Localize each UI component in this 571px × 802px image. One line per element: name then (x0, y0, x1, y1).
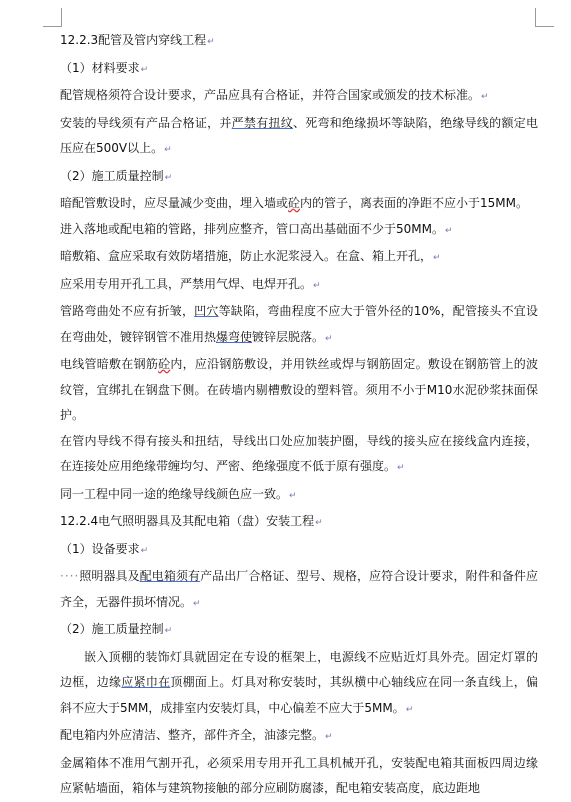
space-marks: ···· (60, 569, 80, 583)
paragraph[interactable] (60, 244, 538, 272)
paragraph-text: 产品出厂合格证、型号、规格，应符合设计要求，附件和备件应齐全，无器件损坏情况。 (60, 569, 538, 609)
subheading-text: （1）材料要求 (60, 60, 140, 75)
paragraph-text: 内，应沿钢筋敷设，并用铁丝或焊与钢筋固定。敷设在钢筋管上的波纹管，宜绑扎在钢盘下侧。在砖墙内剔槽敷设的塑料管。须用不小于M10水泥砂浆抹面保护。 (60, 357, 538, 422)
paragraph[interactable] (60, 751, 538, 802)
paragraph-mark-icon: ↵ (164, 626, 173, 636)
page-corner-mark-top-left (43, 8, 62, 27)
heading-text: 12.2.4电气照明器具及其配电箱（盘）安装工程 (60, 514, 315, 528)
paragraph-text: 暗敷箱、盒应采取有效防堵措施，防止水泥浆浸入。在盒、箱上开孔， (60, 249, 433, 263)
paragraph-mark-icon: ↵ (325, 333, 333, 344)
subheading-construction-quality-control[interactable] (60, 164, 538, 192)
heading-12-2-3[interactable] (60, 28, 538, 56)
paragraph[interactable] (60, 429, 538, 482)
paragraph-mark-icon: ↵ (140, 64, 149, 75)
paragraph-text: 嵌入顶棚的装饰灯具就固定在专设的框架上，电源线不应贴近灯具外壳。固定灯罩的边框，边缘 (60, 649, 538, 689)
document-page (60, 28, 538, 802)
paragraph[interactable] (60, 217, 538, 245)
subheading-text: （1）设备要求 (60, 541, 140, 556)
grammar-flagged-text[interactable]: 凹穴 (194, 304, 219, 318)
subheading-equipment-requirements[interactable] (60, 537, 538, 565)
paragraph-mark-icon: ↵ (289, 490, 297, 501)
subheading-text: （2）施工质量控制 (60, 168, 164, 183)
paragraph[interactable] (60, 723, 538, 751)
paragraph-text: 配电箱内外应清洁、整齐，部件齐全，油漆完整。 (60, 728, 325, 742)
subheading-construction-quality-control[interactable] (60, 617, 538, 645)
paragraph-mark-icon: ↵ (315, 518, 323, 528)
spelling-flagged-text[interactable]: 砼 (288, 196, 301, 210)
grammar-flagged-text[interactable]: 严禁有扭纹 (231, 115, 293, 130)
paragraph-mark-icon: ↵ (313, 280, 321, 291)
paragraph-mark-icon: ↵ (405, 704, 414, 715)
paragraph-text: 电线管暗敷在钢筋 (60, 357, 159, 371)
paragraph-mark-icon: ↵ (433, 253, 441, 263)
paragraph[interactable] (60, 111, 538, 164)
paragraph-mark-icon: ↵ (193, 598, 201, 609)
grammar-flagged-text[interactable]: 配电箱须有 (139, 569, 201, 583)
paragraph-text: 金属箱体不准用气割开孔，必须采用专用开孔工具机械开孔，安装配电箱其面板四周边缘应紧帖墙面，箱体与建筑物接触的部分应刷防腐漆，配电箱安装高度，底边距地 (60, 755, 538, 795)
heading-text: 12.2.3配管及管内穿线工程 (60, 33, 207, 47)
page-corner-mark-top-right (535, 8, 554, 27)
paragraph-text: 应采用专用开孔工具，严禁用气焊、电焊开孔。 (60, 276, 313, 291)
paragraph-mark-icon: ↵ (397, 463, 405, 473)
paragraph[interactable] (60, 352, 538, 429)
paragraph-mark-icon: ↵ (481, 92, 489, 102)
grammar-flagged-text[interactable]: 爆弯使 (216, 329, 253, 344)
paragraph-text: 照明器具及 (79, 569, 140, 583)
paragraph-mark-icon: ↵ (207, 37, 215, 47)
paragraph-text: 顶棚面上。灯具对称安装时，其纵横中心轴线应在同一条直线上，偏斜不应大于5MM，成排室内安装灯具，中心偏差不应大于5MM。 (60, 675, 538, 715)
paragraph-text: 安装的导线须有产品合格证，并 (60, 115, 232, 130)
paragraph[interactable] (60, 482, 538, 510)
paragraph-text: 镀锌层脱落。 (252, 329, 325, 344)
paragraph-text: 内的管子，离表面的净距不应小于15MM。 (300, 196, 529, 210)
paragraph-text: 同一工程中同一途的绝缘导线颜色应一致。 (60, 486, 289, 501)
paragraph[interactable] (60, 191, 538, 217)
paragraph-text: 管路弯曲处不应有折皱， (60, 304, 195, 318)
paragraph[interactable] (60, 83, 538, 111)
paragraph[interactable] (60, 272, 538, 300)
paragraph[interactable] (60, 564, 538, 617)
subheading-material-requirements[interactable] (60, 56, 538, 84)
paragraph-text: 等缺陷，弯曲程度不应大于管外径的10%，配管接头不宜设在弯曲处，镀锌钢管不准用热 (60, 304, 538, 344)
paragraph-mark-icon: ↵ (164, 172, 173, 183)
heading-12-2-4[interactable] (60, 509, 538, 537)
paragraph-text: 在管内导线不得有接头和扭结，导线出口处应加装护圈，导线的接头应在接线盒内连接，在连接处应用绝缘带缠均匀、严密、绝缘强度不低于原有强度。 (60, 433, 538, 473)
paragraph-mark-icon: ↵ (444, 225, 453, 236)
paragraph-text: 暗配管敷设时，应尽量减少变曲，埋入墙或 (60, 196, 289, 210)
paragraph-text: 进入落地或配电箱的管路，排列应整齐，管口高出基础面不少于50MM。 (60, 221, 444, 236)
paragraph-text: 、死弯和绝缘损坏等缺陷，绝缘导线的额定电压应在500V以上。 (60, 115, 538, 155)
paragraph-mark-icon: ↵ (325, 732, 333, 742)
spelling-flagged-text[interactable]: 砼 (158, 357, 171, 371)
subheading-text: （2）施工质量控制 (60, 622, 164, 636)
paragraph-mark-icon: ↵ (140, 545, 149, 556)
paragraph[interactable] (60, 645, 538, 724)
paragraph[interactable] (60, 299, 538, 352)
paragraph-mark-icon: ↵ (164, 145, 172, 155)
paragraph-text: 配管规格须符合设计要求，产品应具有合格证，并符合国家或颁发的技术标准。 (60, 88, 481, 102)
grammar-flagged-text[interactable]: 应紧巾在 (121, 675, 171, 689)
